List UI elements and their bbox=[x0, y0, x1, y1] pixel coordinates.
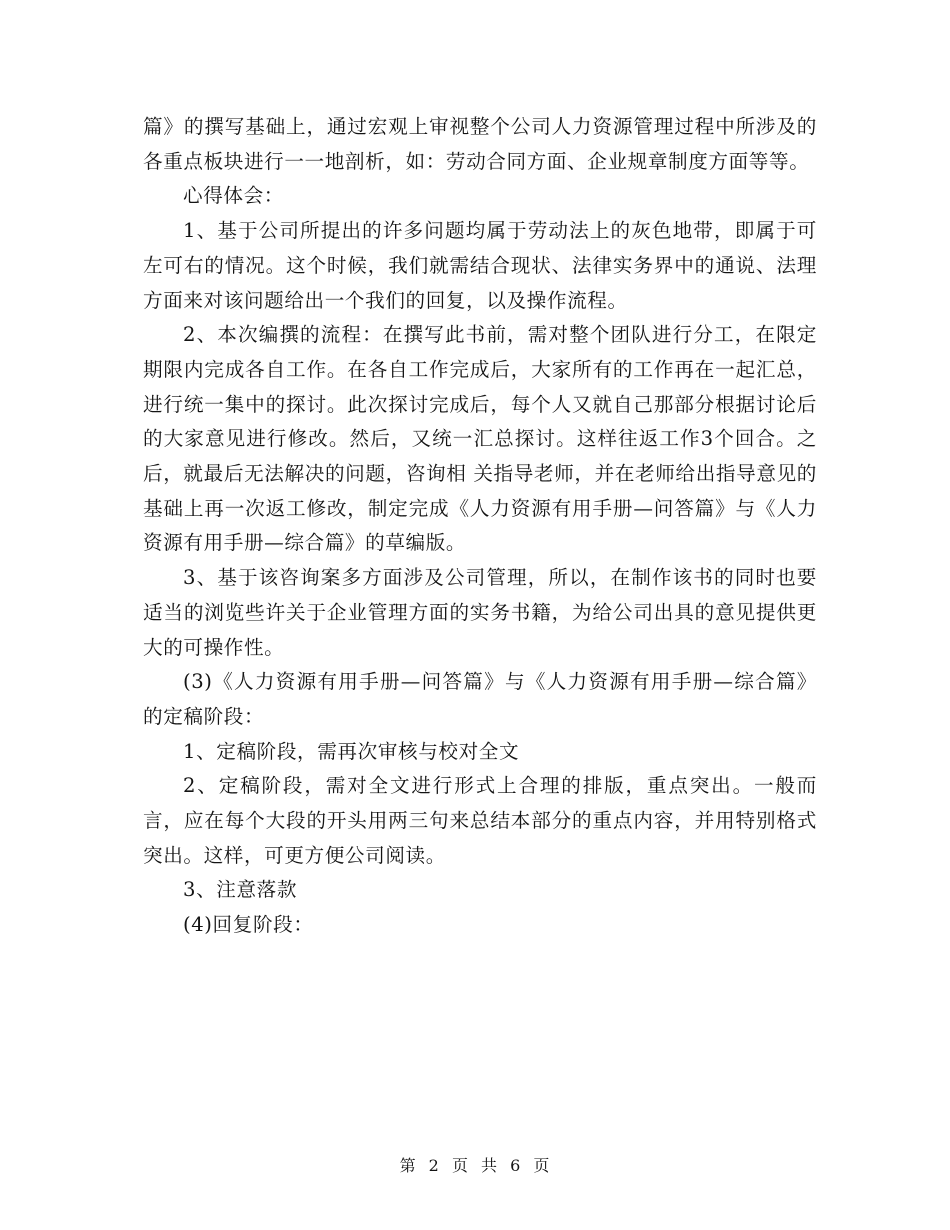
paragraph-point-1: 1、基于公司所提出的许多问题均属于劳动法上的灰色地带，即属于可左可右的情况。这个时候，我们就需结合现状、法律实务界中的通说、法理方面来对该问题给出一个我们的回复，以及操作流程。 bbox=[143, 219, 817, 312]
paragraph-point-2: 2、本次编撰的流程：在撰写此书前，需对整个团队进行分工，在限定期限内完成各自工作。在各自工作完成后，大家所有的工作再在一起汇总，进行统一集中的探讨。此次探讨完成后，每个人又就自己那部分根据讨论后的大家意见进行修改。然后，又统一汇总探讨。这样往返工作3个回合。之后，就最后无法解决的问题，咨询相 关指导老师，并在老师给出指导意见的基础上再一次返工修改，制定完成《人力资源有用手册—问答篇》与《人力资源有用手册—综合篇》的草编版。 bbox=[143, 323, 817, 555]
paragraph-continuation: 篇》的撰写基础上，通过宏观上审视整个公司人力资源管理过程中所涉及的各重点板块进行一一地剖析，如：劳动合同方面、企业规章制度方面等等。 bbox=[143, 115, 817, 173]
paragraph-final-point-3: 3、注意落款 bbox=[183, 878, 298, 902]
heading-reply-stage: (4)回复阶段： bbox=[183, 913, 314, 937]
paragraph-final-point-2: 2、定稿阶段，需对全文进行形式上合理的排版，重点突出。一般而言，应在每个大段的开头用两三句来总结本部分的重点内容，并用特别格式突出。这样，可更方便公司阅读。 bbox=[143, 774, 817, 867]
heading-reflections: 心得体会： bbox=[183, 184, 284, 208]
paragraph-point-3: 3、基于该咨询案多方面涉及公司管理，所以，在制作该书的同时也要适当的浏览些许关于企业管理方面的实务书籍，为给公司出具的意见提供更大的可操作性。 bbox=[143, 566, 817, 659]
heading-finalization-stage: (3)《人力资源有用手册—问答篇》与《人力资源有用手册—综合篇》的定稿阶段： bbox=[143, 670, 817, 728]
body-text bbox=[143, 110, 817, 943]
page-number-footer: 第 2 页 共 6 页 bbox=[399, 1156, 551, 1175]
paragraph-final-point-1: 1、定稿阶段，需再次审核与校对全文 bbox=[183, 739, 520, 763]
